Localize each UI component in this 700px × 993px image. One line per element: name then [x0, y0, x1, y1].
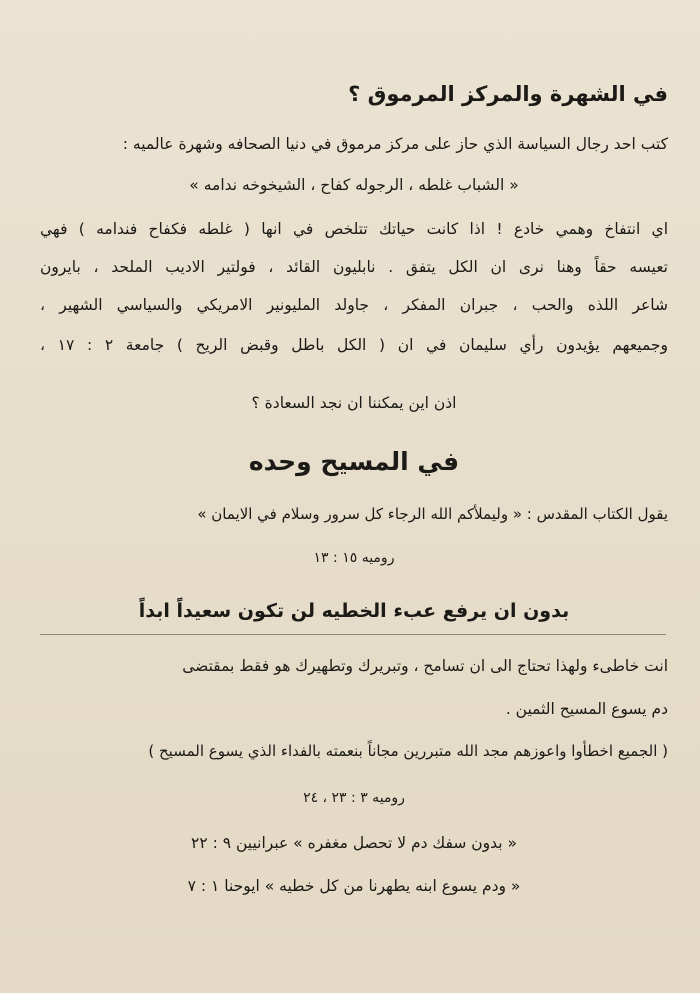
section-heading-sin: بدون ان يرفع عبء الخطيه لن تكون سعيداً ابداً — [138, 600, 570, 622]
verse-john: « ودم يسوع ابنه يطهرنا من كل خطيه » ايوحنا ١ : ٧ — [187, 877, 521, 895]
question-happiness: اذن اين يمكننا ان نجد السعادة ؟ — [251, 394, 457, 412]
paragraph-line: تعيسه حقاً وهنا نرى ان الكل يتفق . نابليون القائد ، فولتير الاديب الملحد ، بايرون — [40, 258, 668, 276]
divider — [40, 634, 666, 635]
quote-youth-manhood: « الشباب غلطه ، الرجوله كفاح ، الشيخوخه ندامه » — [189, 176, 519, 194]
paragraph-line: دم يسوع المسيح الثمين . — [505, 700, 668, 718]
verse-reference: روميه ١٥ : ١٣ — [313, 550, 395, 566]
section-heading-fame: في الشهرة والمركز المرموق ؟ — [348, 82, 668, 106]
section-heading-christ: في المسيح وحده — [248, 447, 460, 476]
paragraph-line: انت خاطىء ولهذا تحتاج الى ان تسامح ، وتبريرك وتطهيرك هو فقط بمقتضى — [182, 657, 668, 675]
bible-verse-romans: يقول الكتاب المقدس : « وليملأكم الله الرجاء كل سرور وسلام في الايمان » — [197, 505, 668, 523]
quote-all-sinned: ( الجميع اخطأوا واعوزهم مجد الله متبررين مجاناً بنعمته بالفداء الذي يسوع المسيح ) — [148, 742, 668, 760]
verse-reference: روميه ٣ : ٢٣ ، ٢٤ — [303, 790, 405, 806]
paragraph-line: شاعر اللذه والحب ، جبران المفكر ، جاولد المليونير الامريكي والسياسي الشهير ، — [40, 296, 668, 314]
verse-hebrews: « بدون سفك دم لا تحصل مغفره » عبرانيين ٩ : ٢٢ — [191, 834, 517, 852]
paragraph-line: اي انتفاخ وهمي خادع ! اذا كانت حياتك تتلخص في انها ( غلطه فكفاح فندامه ) فهي — [40, 220, 668, 238]
paragraph-line: وجميعهم يؤيدون رأي سليمان في ان ( الكل باطل وقبض الريح ) جامعة ٢ : ١٧ ، — [40, 336, 668, 354]
paragraph-politician: كتب احد رجال السياسة الذي حاز على مركز مرموق في دنيا الصحافه وشهرة عالميه : — [122, 135, 668, 153]
